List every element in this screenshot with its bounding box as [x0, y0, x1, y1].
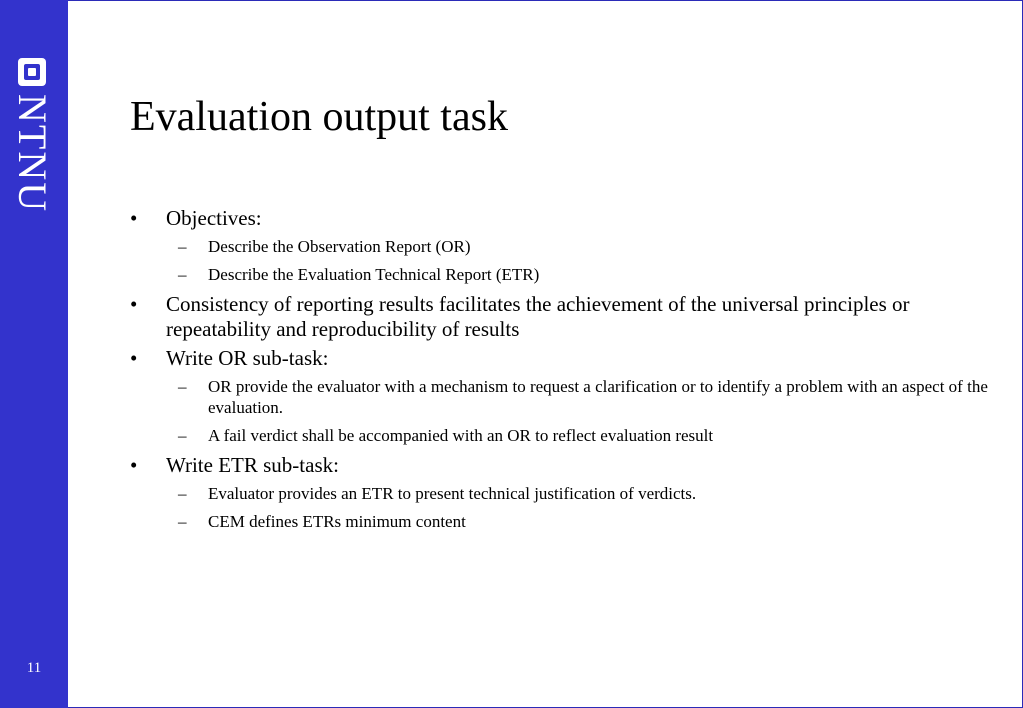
bullet-text: Write ETR sub-task: [166, 453, 339, 477]
bullet-item [130, 346, 1000, 446]
sub-item [166, 425, 1000, 446]
bullet-list [130, 206, 1000, 539]
sub-list [166, 236, 1000, 285]
sub-dash: – [178, 265, 187, 284]
sub-dash: – [178, 237, 187, 256]
bullet-text: Objectives: [166, 206, 262, 230]
page-number: 11 [26, 660, 42, 676]
sub-item [166, 236, 1000, 257]
bullet-text: Write OR sub-task: [166, 346, 329, 370]
bullet-dot: • [130, 453, 138, 477]
sub-item [166, 511, 1000, 532]
sub-item-text: Describe the Evaluation Technical Report (ETR) [208, 265, 540, 284]
slide-title: Evaluation output task [130, 94, 508, 140]
sub-item-text: Evaluator provides an ETR to present technical justification of verdicts. [208, 484, 697, 503]
sub-item [166, 376, 1000, 418]
ntnu-logo-icon [18, 58, 46, 86]
sub-list [166, 483, 1000, 532]
sub-item-text: OR provide the evaluator with a mechanism to request a clarification or to identify a problem with an aspect of the evaluation. [208, 377, 988, 417]
sidebar [0, 0, 68, 708]
sub-item [166, 264, 1000, 285]
sub-dash: – [178, 426, 187, 445]
bullet-item [130, 453, 1000, 532]
sub-item-text: A fail verdict shall be accompanied with an OR to reflect evaluation result [208, 426, 714, 445]
bullet-item [130, 206, 1000, 285]
bullet-dot: • [130, 346, 138, 370]
sub-dash: – [178, 377, 187, 396]
sub-item [166, 483, 1000, 504]
sub-dash: – [178, 512, 187, 531]
bullet-dot: • [130, 292, 138, 316]
sub-dash: – [178, 484, 187, 503]
bullet-text: Consistency of reporting results facilitates the achievement of the universal principles or repeatability and reproducibility of results [166, 292, 910, 341]
ntnu-logo-text: NTNU [10, 94, 55, 214]
bullet-dot: • [130, 206, 138, 230]
sub-item-text: Describe the Observation Report (OR) [208, 237, 471, 256]
sub-item-text: CEM defines ETRs minimum content [208, 512, 466, 531]
bullet-item [130, 292, 1000, 342]
sub-list [166, 376, 1000, 446]
